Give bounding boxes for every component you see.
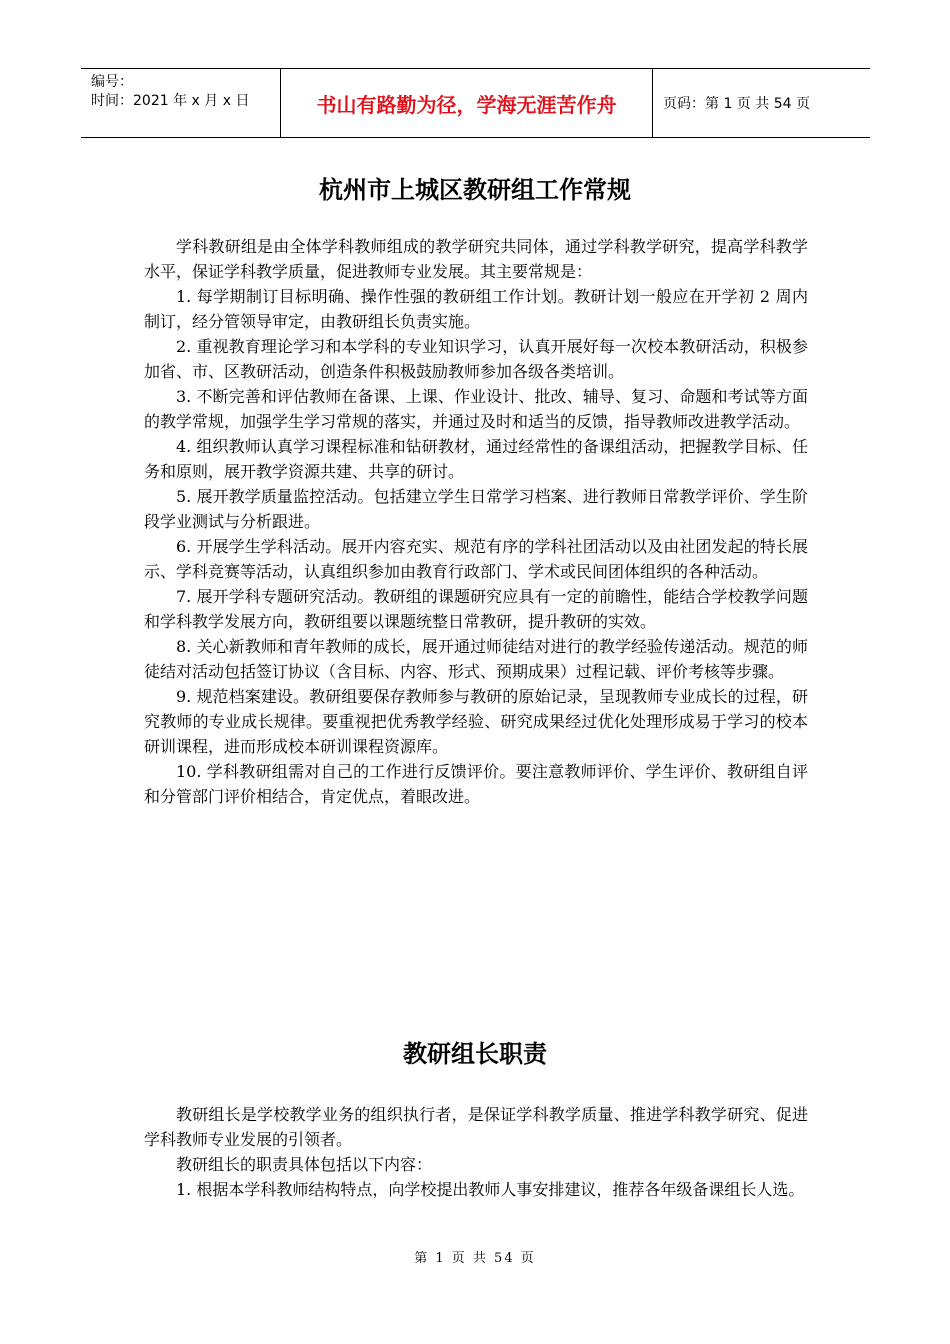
- paragraph: 9. 规范档案建设。教研组要保存教师参与教研的原始记录，呈现教师专业成长的过程，研究教师的专业成长规律。要重视把优秀教学经验、研究成果经过优化处理形成易于学习的校本研训课程，进而形成校本研训课程资源库。: [144, 687, 808, 756]
- paragraph: 学科教研组是由全体学科教师组成的教学研究共同体，通过学科教学研究，提高学科教学水平，保证学科教学质量，促进教师专业发展。其主要常规是：: [144, 237, 808, 281]
- section1-title: 杭州市上城区教研组工作常规: [319, 176, 631, 204]
- paragraph: 教研组长的职责具体包括以下内容：: [176, 1155, 433, 1174]
- paragraph: 10. 学科教研组需对自己的工作进行反馈评价。要注意教师评价、学生评价、教研组自评和分管部门评价相结合，肯定优点，着眼改进。: [144, 762, 808, 806]
- paragraph: 8. 关心新教师和青年教师的成长，展开通过师徒结对进行的教学经验传递活动。规范的师徒结对活动包括签订协议（含目标、内容、形式、预期成果）过程记载、评价考核等步骤。: [144, 637, 808, 681]
- document-date: 时间：2021 年 x 月 x 日: [91, 93, 250, 109]
- paragraph: 2. 重视教育理论学习和本学科的专业知识学习，认真开展好每一次校本教研活动，积极参加省、市、区教研活动，创造条件积极鼓励教师参加各级各类培训。: [144, 337, 808, 381]
- paragraph: 7. 展开学科专题研究活动。教研组的课题研究应具有一定的前瞻性，能结合学校教学问题和学科教学发展方向，教研组要以课题统整日常教研，提升教研的实效。: [144, 587, 808, 631]
- page-footer: 第 1 页 共 54 页: [414, 1251, 536, 1266]
- paragraph: 教研组长是学校教学业务的组织执行者，是保证学科教学质量、推进学科教学研究、促进学科教师专业发展的引领者。: [144, 1105, 808, 1149]
- header-motto: 书山有路勤为径，学海无涯苦作舟: [281, 69, 653, 137]
- paragraph: 1. 每学期制订目标明确、操作性强的教研组工作计划。教研计划一般应在开学初 2 周内制订，经分管领导审定，由教研组长负责实施。: [144, 287, 808, 331]
- paragraph: 1. 根据本学科教师结构特点，向学校提出教师人事安排建议，推荐各年级备课组长人选。: [176, 1180, 805, 1199]
- paragraph: 3. 不断完善和评估教师在备课、上课、作业设计、批改、辅导、复习、命题和考试等方面的教学常规，加强学生学习常规的落实，并通过及时和适当的反馈，指导教师改进教学活动。: [144, 387, 808, 431]
- section1-body: [144, 234, 808, 809]
- document-number: 编号：: [91, 74, 133, 90]
- paragraph: 4. 组织教师认真学习课程标准和钻研教材，通过经常性的备课组活动，把握教学目标、任务和原则，展开教学资源共建、共享的研讨。: [144, 437, 808, 481]
- header-meta: [81, 69, 281, 137]
- page-header: [81, 68, 870, 138]
- section2-title: 教研组长职责: [403, 1040, 547, 1068]
- paragraph: 5. 展开教学质量监控活动。包括建立学生日常学习档案、进行教师日常教学评价、学生阶段学业测试与分析跟进。: [144, 487, 808, 531]
- header-page-code: 页码：第 1 页 共 54 页: [663, 96, 810, 112]
- section2-body: [144, 1102, 808, 1202]
- paragraph: 6. 开展学生学科活动。展开内容充实、规范有序的学科社团活动以及由社团发起的特长展示、学科竞赛等活动，认真组织参加由教育行政部门、学术或民间团体组织的各种活动。: [144, 537, 808, 581]
